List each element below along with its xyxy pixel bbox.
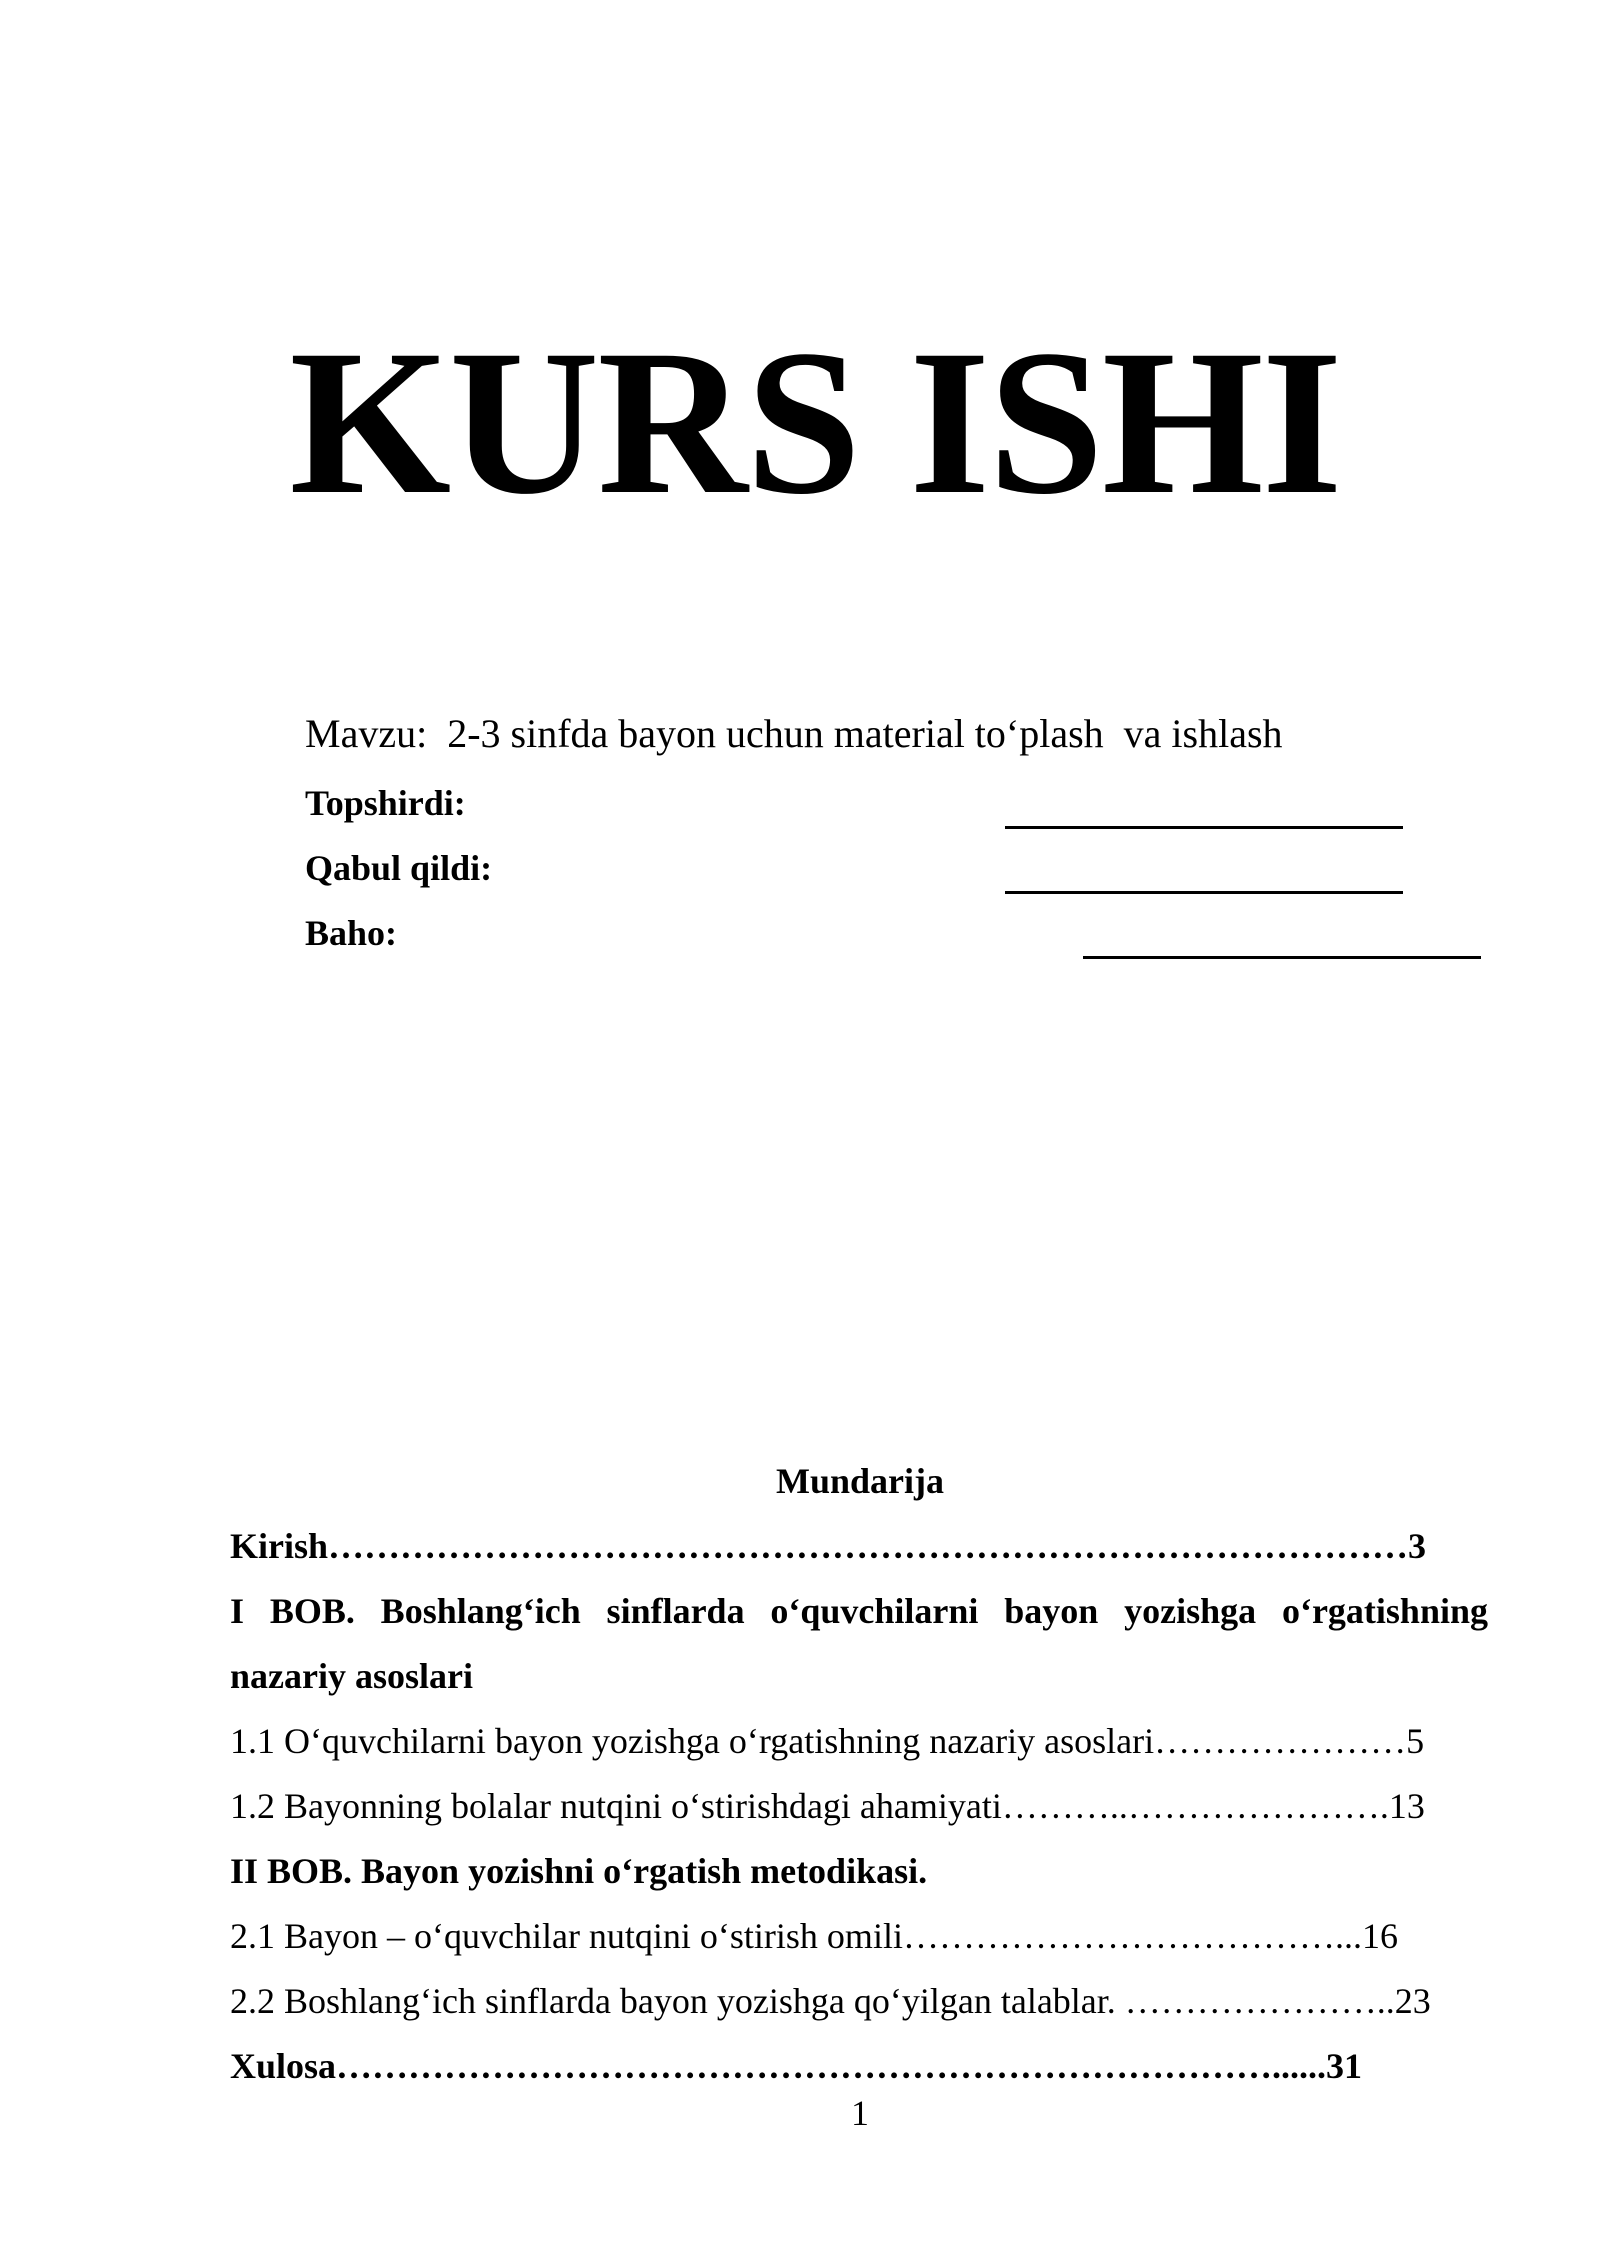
topic-line: Mavzu: 2-3 sinfda bayon uchun material to‘plash va ishlash	[305, 711, 1283, 756]
toc-entry-chapter-2: II BOB. Bayon yozishni o‘rgatish metodikasi.	[230, 1851, 928, 1891]
toc-entry-1-2: 1.2 Bayonning bolalar nutqini o‘stirishdagi ahamiyati………..………………….13	[230, 1786, 1425, 1826]
toc-heading: Mundarija	[775, 1461, 944, 1501]
toc-entry-1-1: 1.1 O‘quvchilarni bayon yozishga o‘rgatishning nazariy asoslari…………………5	[230, 1721, 1425, 1761]
toc-entry-chapter-1: I BOB. Boshlang‘ich sinflarda o‘quvchilarni bayon yozishga o‘rgatishning	[230, 1591, 1488, 1631]
grade-blank	[1083, 956, 1481, 959]
toc-entry-chapter-1-cont: nazariy asoslari	[230, 1656, 473, 1696]
grade-label: Baho:	[305, 913, 398, 953]
accepted-by-label: Qabul qildi:	[305, 848, 493, 888]
submitted-by-blank	[1005, 826, 1403, 829]
toc-entry-2-2: 2.2 Boshlang‘ich sinflarda bayon yozishga qo‘yilgan talablar. …………………..23	[230, 1981, 1431, 2021]
submitted-by-label: Topshirdi:	[305, 783, 466, 823]
page-number: 1	[851, 2093, 869, 2133]
toc-entry-conclusion: Xulosa……………………………………………………………………......31	[230, 2046, 1363, 2086]
accepted-by-blank	[1005, 891, 1403, 894]
document-title: KURS ISHI	[289, 307, 1341, 537]
toc-entry-introduction: Kirish………………………………………………………………………………3	[230, 1526, 1427, 1566]
toc-entry-2-1: 2.1 Bayon – o‘quvchilar nutqini o‘stirish omili………………………………...16	[230, 1916, 1398, 1956]
